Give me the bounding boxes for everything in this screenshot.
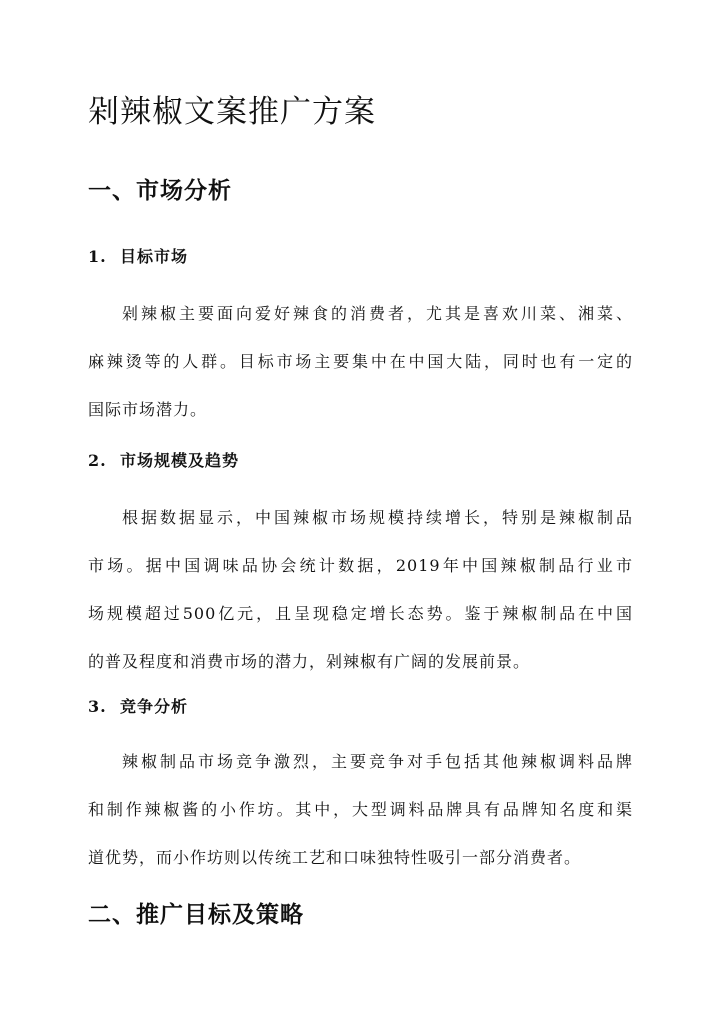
paragraph-line: 的普及程度和消费市场的潜力，剁辣椒有广阔的发展前景。 (88, 652, 531, 671)
paragraph-line: 场规模超过500亿元，且呈现稳定增长态势。鉴于辣椒制品在中国 (88, 604, 633, 623)
section-heading-market-analysis: 一、市场分析 (88, 177, 232, 204)
paragraph-target-market (88, 290, 633, 434)
paragraph-line: 和制作辣椒酱的小作坊。其中，大型调料品牌具有品牌知名度和渠 (88, 800, 633, 819)
subsection-number: 1. (88, 247, 107, 266)
subsection-heading-competition (88, 694, 188, 717)
paragraph-line: 辣椒制品市场竞争激烈，主要竞争对手包括其他辣椒调料品牌 (122, 752, 633, 771)
paragraph-competition (88, 738, 633, 882)
paragraph-line: 道优势，而小作坊则以传统工艺和口味独特性吸引一部分消费者。 (88, 848, 582, 867)
document-title: 剁辣椒文案推广方案 (88, 94, 376, 130)
paragraph-line: 国际市场潜力。 (88, 400, 208, 419)
paragraph-line: 麻辣烫等的人群。目标市场主要集中在中国大陆，同时也有一定的 (88, 352, 633, 371)
subsection-title: 目标市场 (120, 247, 189, 266)
paragraph-market-size (88, 494, 633, 686)
subsection-heading-market-size (88, 448, 239, 471)
paragraph-line: 剁辣椒主要面向爱好辣食的消费者，尤其是喜欢川菜、湘菜、 (122, 304, 633, 323)
subsection-number: 2. (88, 451, 107, 470)
subsection-number: 3. (88, 697, 107, 716)
subsection-title: 市场规模及趋势 (120, 451, 240, 470)
paragraph-line: 根据数据显示，中国辣椒市场规模持续增长，特别是辣椒制品 (122, 508, 633, 527)
section-heading-promotion-goals: 二、推广目标及策略 (88, 901, 304, 928)
paragraph-line: 市场。据中国调味品协会统计数据，2019年中国辣椒制品行业市 (88, 556, 633, 575)
subsection-heading-target-market (88, 244, 188, 267)
subsection-title: 竞争分析 (120, 697, 189, 716)
